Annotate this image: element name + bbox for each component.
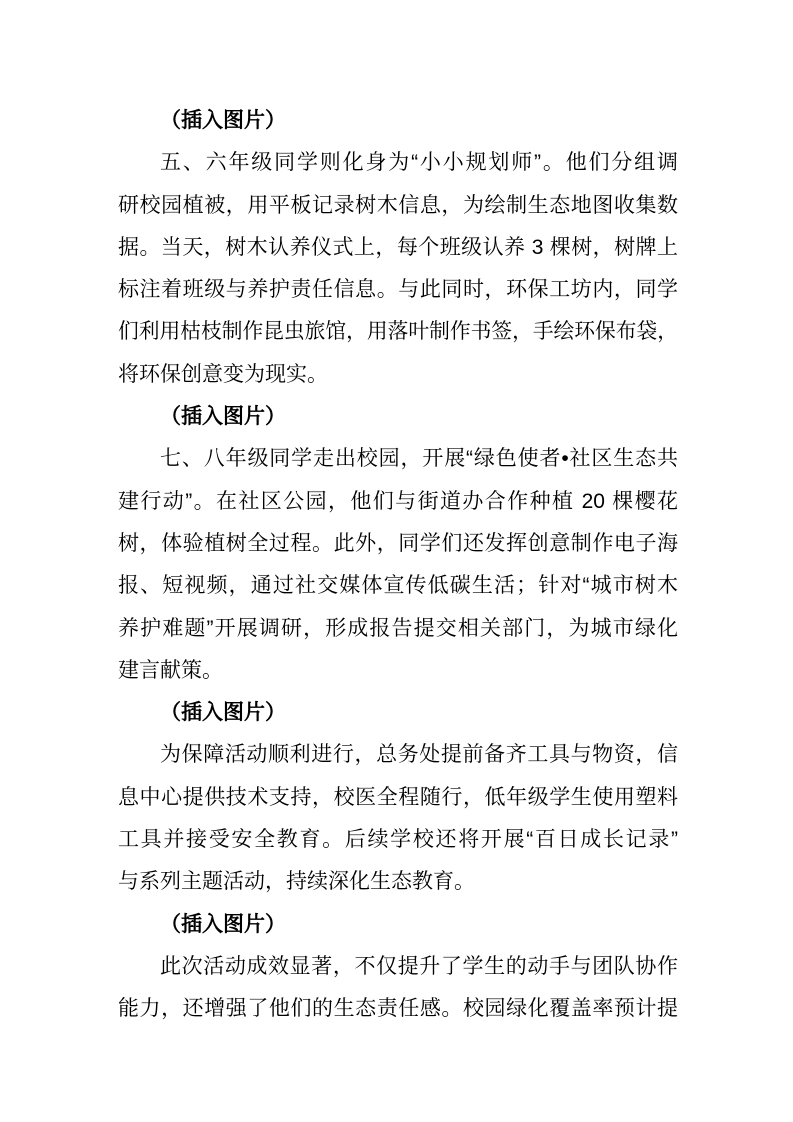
paragraph-line: 树，体验植树全过程。此外，同学们还发挥创意制作电子海 <box>118 531 678 555</box>
paragraph-line: 与系列主题活动，持续深化生态教育。 <box>118 870 475 894</box>
paragraph-line: 报、短视频，通过社交媒体宣传低碳生活；针对“城市树木 <box>118 574 678 598</box>
image-placeholder-line: （插入图片） <box>160 405 286 429</box>
paragraph-line: 能力，还增强了他们的生态责任感。校园绿化覆盖率预计提 <box>118 997 678 1021</box>
paragraph-line: 养护难题”开展调研，形成报告提交相关部门，为城市绿化 <box>118 616 678 640</box>
paragraph-line: 七、八年级同学走出校园，开展“绿色使者•社区生态共 <box>160 447 678 471</box>
paragraph-line: 建言献策。 <box>118 658 223 682</box>
paragraph-line: 工具并接受安全教育。后续学校还将开展“百日成长记录” <box>118 828 678 852</box>
image-placeholder-line: （插入图片） <box>160 109 286 132</box>
paragraph-line: 们利用枯枝制作昆虫旅馆，用落叶制作书签，手绘环保布袋， <box>118 320 678 344</box>
paragraph-line: 标注着班级与养护责任信息。与此同时，环保工坊内，同学 <box>118 278 678 302</box>
paragraph-line: 此次活动成效显著，不仅提升了学生的动手与团队协作 <box>160 954 678 978</box>
paragraph-line: 息中心提供技术支持，校医全程随行，低年级学生使用塑料 <box>118 785 678 809</box>
paragraph-line: 据。当天，树木认养仪式上，每个班级认养 3 棵树，树牌上 <box>118 235 678 259</box>
paragraph-line: 为保障活动顺利进行，总务处提前备齐工具与物资，信 <box>160 743 678 767</box>
paragraph-line: 研校园植被，用平板记录树木信息，为绘制生态地图收集数 <box>118 193 678 217</box>
paragraph-line: 将环保创意变为现实。 <box>118 362 328 386</box>
image-placeholder-line: （插入图片） <box>160 701 286 725</box>
image-placeholder-line: （插入图片） <box>160 912 286 936</box>
document-text-area <box>118 100 678 1031</box>
paragraph-line: 五、六年级同学则化身为“小小规划师”。他们分组调 <box>160 151 678 175</box>
paragraph-line: 建行动”。在社区公园，他们与街道办合作种植 20 棵樱花 <box>118 489 678 513</box>
